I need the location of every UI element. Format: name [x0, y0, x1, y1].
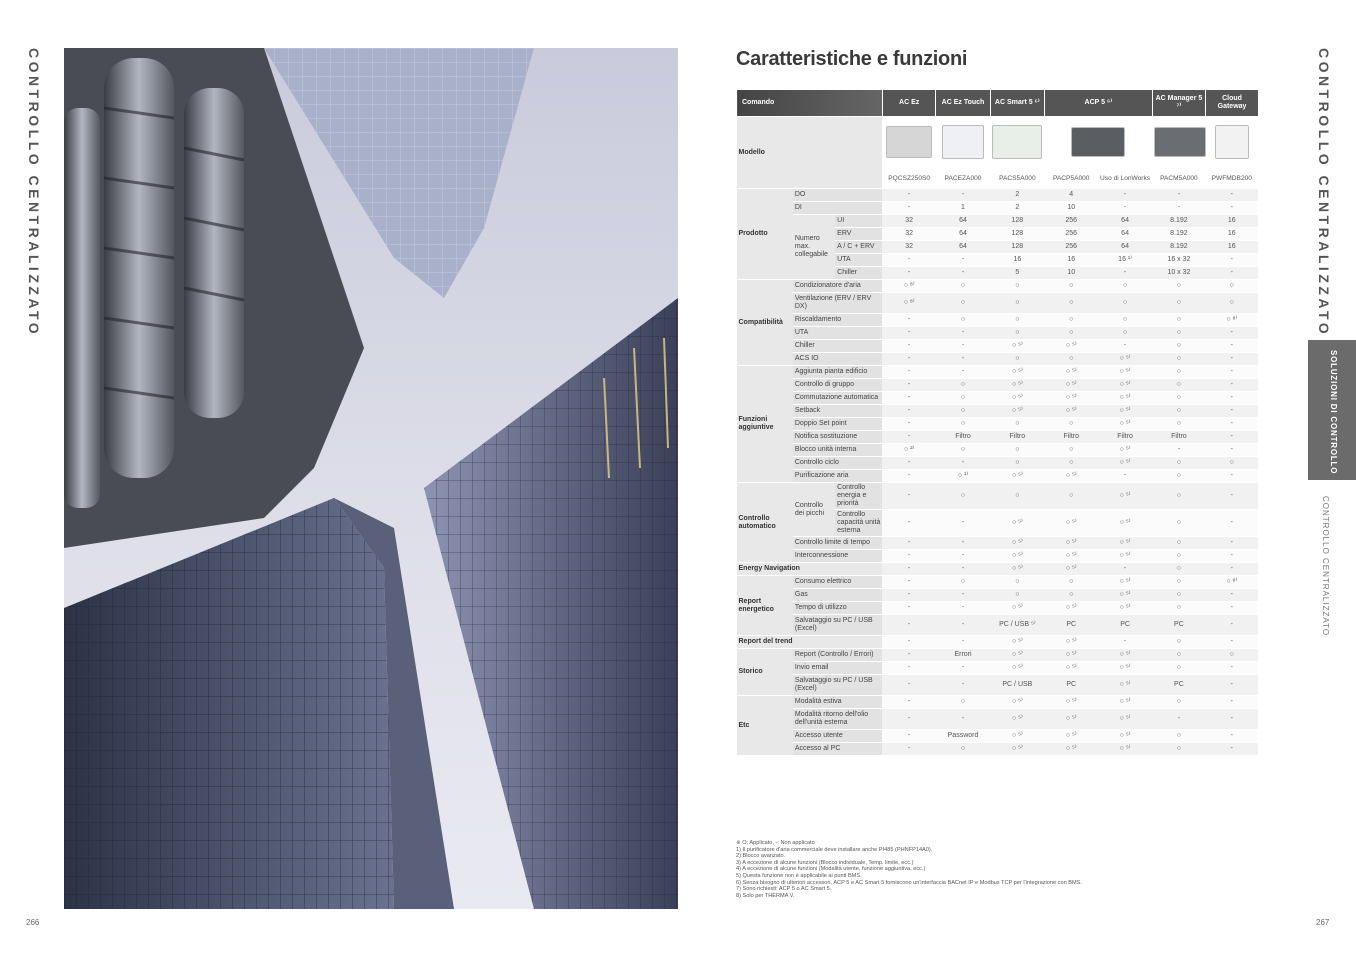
footnote: 5) Questa funzione non è applicabile ai punti BMS.: [736, 872, 862, 879]
model-code-row: PQCSZ250S0 PACEZA000 PACS5A000 PACP5A000 Uso di LonWorks PACM5A000 PWFMDB200: [737, 170, 1259, 189]
skyscrapers-photo: [64, 48, 678, 909]
footnote: 2) Blocco avanzato.: [736, 853, 786, 860]
model-image-row: [737, 117, 1259, 170]
col-cloud-gateway: Cloud Gateway: [1206, 90, 1258, 117]
footnote: 3) A eccezione di alcune funzioni (Blocco individuale, Temp. limite, ecc.): [736, 859, 914, 866]
table-row: Report energetico Consumo elettrico - ○ ○ ○ ○ ⁵⁾ ○ ○ ⁸⁾: [737, 576, 1259, 589]
col-ac-manager-5: AC Manager 5 ⁷⁾: [1152, 90, 1205, 117]
table-row: UTA - - ○ ○ ○ ○ -: [737, 327, 1259, 340]
table-row: Accesso al PC - ○ ○ ⁵⁾ ○ ⁵⁾ ○ ⁵⁾ ○ -: [737, 743, 1259, 756]
command-header: Comando: [737, 90, 883, 117]
table-row: Invio email - - ○ ⁵⁾ ○ ⁵⁾ ○ ⁵⁾ ○ -: [737, 662, 1259, 675]
table-row: Gas - - ○ ○ ○ ⁵⁾ ○ -: [737, 589, 1259, 602]
table-row: Chiller - - 5 10 - 10 x 32 -: [737, 267, 1259, 280]
side-tab-controllo[interactable]: CONTROLLO CENTRALIZZATO: [1321, 496, 1330, 637]
ac-smart-5-device-image: [990, 117, 1044, 170]
table-row: Controllo automatico Controllo dei picchi Controllo energia e priorità - ○ ○ ○ ○ ⁵⁾ ○ -: [737, 483, 1259, 510]
left-vertical-title: CONTROLLO CENTRALIZZATO: [26, 48, 42, 338]
acp-5-device-image: [1045, 117, 1153, 170]
spec-table: [736, 90, 1258, 756]
table-row: Prodotto DO - - 2 4 - - -: [737, 189, 1259, 202]
col-acp-5: ACP 5 ⁶⁾: [1045, 90, 1153, 117]
controllo-picchi-label: Controllo dei picchi: [793, 483, 835, 537]
skyscrapers-illustration: [64, 48, 678, 909]
table-row: Numero max. collegabile UI 32 64 128 256 64 8.192 16: [737, 215, 1259, 228]
group-etc: Etc: [737, 696, 793, 756]
group-controllo-automatico: Controllo automatico: [737, 483, 793, 563]
table-row: Controllo capacità unità esterna - - ○ ⁵⁾ ○ ⁵⁾ ○ ⁵⁾ ○ -: [737, 510, 1259, 537]
footnote: 7) Sono richiesti: ACP 5 o AC Smart 5.: [736, 886, 832, 893]
table-row: Funzioni aggiuntive Aggiunta pianta edificio - - ○ ⁵⁾ ○ ⁵⁾ ○ ⁵⁾ ○ -: [737, 366, 1259, 379]
table-row: ACS IO - - ○ ○ ○ ⁵⁾ ○ -: [737, 353, 1259, 366]
table-row: Salvataggio su PC / USB (Excel) - - PC / USB PC ○ ⁵⁾ PC -: [737, 675, 1259, 696]
table-row: Etc Modalità estiva - ○ ○ ⁵⁾ ○ ⁵⁾ ○ ⁵⁾ ○ -: [737, 696, 1259, 709]
col-ac-ez: AC Ez: [882, 90, 935, 117]
right-vertical-title: CONTROLLO CENTRALIZZATO: [1316, 48, 1332, 338]
table-row: Riscaldamento - ○ ○ ○ ○ ○ ○ ⁸⁾: [737, 314, 1259, 327]
table-row: Purificazione aria - ○ ¹⁾ ○ ⁵⁾ ○ ⁵⁾ - ○ -: [737, 470, 1259, 483]
footnote: 8) Solo per THERMA V.: [736, 892, 795, 899]
page-title: Caratteristiche e funzioni: [736, 48, 968, 70]
table-row: Chiller - - ○ ⁵⁾ ○ ⁵⁾ - ○ -: [737, 340, 1259, 353]
side-tab-soluzioni[interactable]: SOLUZIONI DI CONTROLLO: [1308, 340, 1356, 480]
ac-manager-5-device-image: [1152, 117, 1205, 170]
table-row: Controllo limite di tempo - - ○ ⁵⁾ ○ ⁵⁾ ○ ⁵⁾ ○ -: [737, 537, 1259, 550]
table-row: Ventilazione (ERV / ERV DX) ○ ⁸⁾ ○ ○ ○ ○ ○ ○: [737, 293, 1259, 314]
col-ac-ez-touch: AC Ez Touch: [936, 90, 990, 117]
table-row: ERV 32 64 128 256 64 8.192 16: [737, 228, 1259, 241]
col-ac-smart-5: AC Smart 5 ⁶⁾: [990, 90, 1044, 117]
table-row: Setback - ○ ○ ⁵⁾ ○ ⁵⁾ ○ ⁵⁾ ○ -: [737, 405, 1259, 418]
table-row: UTA - - 16 16 16 ¹⁾ 16 x 32 -: [737, 254, 1259, 267]
group-compatibilita: Compatibilità: [737, 280, 793, 366]
ac-ez-device-image: [882, 117, 935, 170]
right-page-number: 267: [1316, 918, 1330, 927]
table-row: Tempo di utilizzo - - ○ ⁵⁾ ○ ⁵⁾ ○ ⁵⁾ ○ -: [737, 602, 1259, 615]
table-row: Storico Report (Controllo / Errori) - Errori ○ ⁵⁾ ○ ⁵⁾ ○ ⁵⁾ ○ ○: [737, 649, 1259, 662]
footnote: 6) Senza bisogno di ulteriori accessori, ACP 5 e AC Smart 5 forniscono un'interfaccia BACnet IP e Modbus TCP per l'integrazione con BMS.: [736, 879, 1082, 886]
footnote: 1) Il purificatore d'aria commerciale deve installare anche PI485 (PHNFP14A0).: [736, 846, 933, 853]
table-row: DI - 1 2 10 - - -: [737, 202, 1259, 215]
footnotes: [736, 840, 1082, 899]
group-prodotto: Prodotto: [737, 189, 793, 280]
cloud-gateway-device-image: [1206, 117, 1258, 170]
table-row: Compatibilità Condizionatore d'aria ○ ⁸⁾ ○ ○ ○ ○ ○ ○: [737, 280, 1259, 293]
table-row: Commutazione automatica - ○ ○ ⁵⁾ ○ ⁵⁾ ○ ⁵⁾ ○ -: [737, 392, 1259, 405]
left-page-number: 266: [26, 918, 40, 927]
table-row: Notifica sostituzione - Filtro Filtro Filtro Filtro Filtro -: [737, 431, 1259, 444]
table-row: Doppio Set point - ○ ○ ○ ○ ⁵⁾ ○ -: [737, 418, 1259, 431]
header-row: [737, 90, 1259, 117]
group-funzioni-aggiuntive: Funzioni aggiuntive: [737, 366, 793, 483]
model-label: Modello: [737, 117, 883, 189]
table-row: A / C + ERV 32 64 128 256 64 8.192 16: [737, 241, 1259, 254]
table-row: Blocco unità interna ○ ²⁾ ○ ○ ○ ○ ⁵⁾ - -: [737, 444, 1259, 457]
footnote: ※ O: Applicato, -: Non applicato: [736, 840, 815, 846]
table-row: Modalità ritorno dell'olio dell'unità esterna - - ○ ⁵⁾ ○ ⁵⁾ ○ ⁵⁾ - -: [737, 709, 1259, 730]
table-row: Controllo di gruppo - ○ ○ ⁵⁾ ○ ⁵⁾ ○ ⁵⁾ ○ -: [737, 379, 1259, 392]
group-storico: Storico: [737, 649, 793, 696]
table-row: Accesso utente - Password ○ ⁵⁾ ○ ⁵⁾ ○ ⁵⁾ ○ -: [737, 730, 1259, 743]
ac-ez-touch-device-image: [936, 117, 990, 170]
group-report-energetico: Report energetico: [737, 576, 793, 636]
table-row: Interconnessione - - ○ ⁵⁾ ○ ⁵⁾ ○ ⁵⁾ ○ -: [737, 550, 1259, 563]
table-row: Controllo ciclo - - ○ ○ ○ ⁵⁾ ○ ○: [737, 457, 1259, 470]
table-row: Report del trend - - ○ ⁵⁾ ○ ⁵⁾ - ○ -: [737, 636, 1259, 649]
footnote: 4) A eccezione di alcune funzioni (Modalità utente, funzione aggiuntiva, ecc.): [736, 866, 926, 873]
numero-max-label: Numero max. collegabile: [793, 215, 835, 280]
table-row: Salvataggio su PC / USB (Excel) - - PC / USB ⁵⁾ PC PC PC -: [737, 615, 1259, 636]
table-row: Energy Navigation - - ○ ⁵⁾ ○ ⁵⁾ - ○ -: [737, 563, 1259, 576]
